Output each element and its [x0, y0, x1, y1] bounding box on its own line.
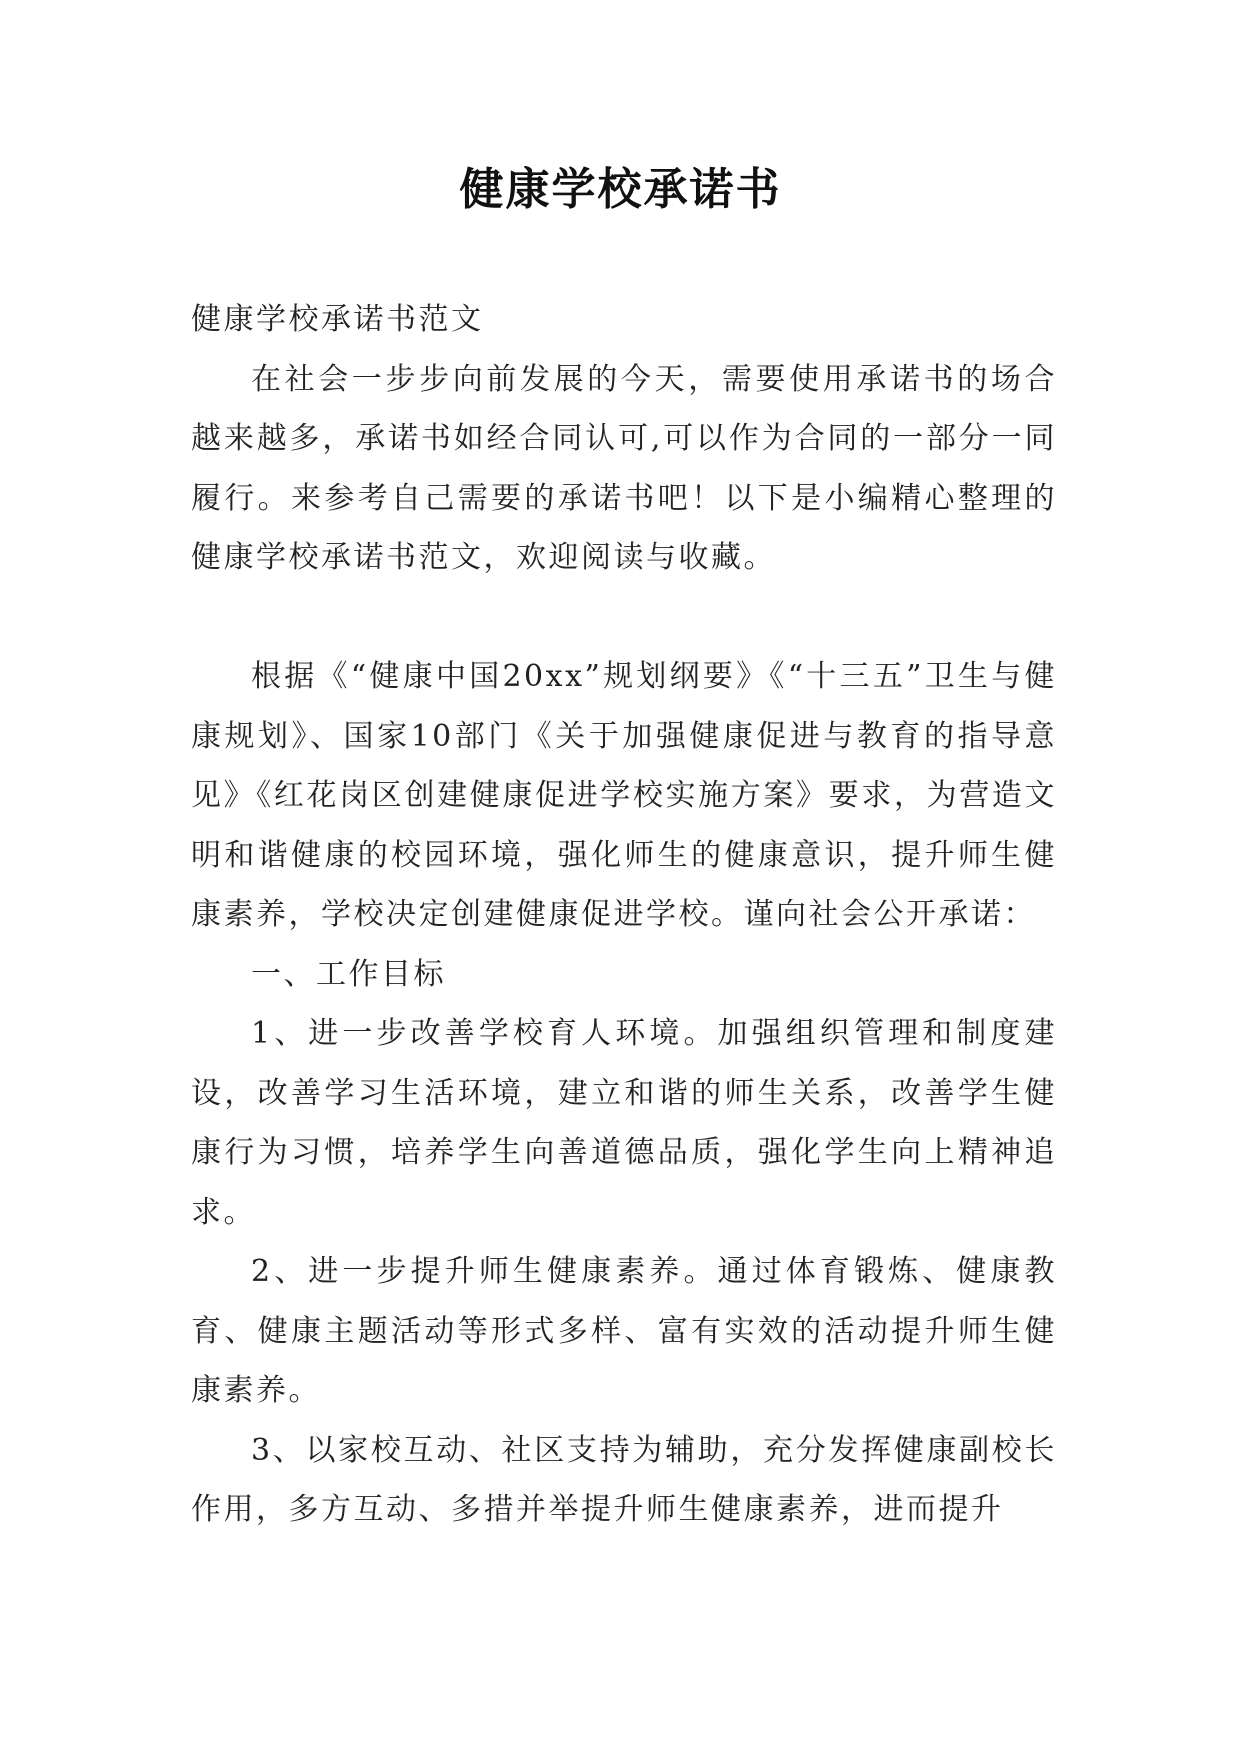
paragraph-basis: 根据《“健康中国20xx”规划纲要》《“十三五”卫生与健康规划》、国家10部门《关于加强健康促进与教育的指导意见》《红花岗区创建健康促进学校实施方案》要求，为营造文明和谐健康的校园环境，强化师生的健康意识，提升师生健康素养，学校决定创建健康促进学校。谨向社会公开承诺：	[191, 659, 1057, 932]
section-heading-goals: 一、工作目标	[251, 956, 446, 992]
document-subtitle: 健康学校承诺书范文	[191, 302, 484, 337]
paragraph-goal-2: 2、进一步提升师生健康素养。通过体育锻炼、健康教育、健康主题活动等形式多样、富有实效的活动提升师生健康素养。	[191, 1254, 1057, 1408]
document-title: 健康学校承诺书	[459, 164, 782, 215]
paragraph-spacer	[191, 588, 1057, 648]
paragraph-intro: 在社会一步步向前发展的今天，需要使用承诺书的场合越来越多，承诺书如经合同认可,可以作为合同的一部分一同履行。来参考自己需要的承诺书吧！以下是小编精心整理的健康学校承诺书范文，欢迎阅读与收藏。	[191, 361, 1057, 575]
paragraph-goal-3: 3、以家校互动、社区支持为辅助，充分发挥健康副校长作用，多方互动、多措并举提升师生健康素养，进而提升	[191, 1432, 1057, 1527]
paragraph-goal-1: 1、进一步改善学校育人环境。加强组织管理和制度建设，改善学习生活环境，建立和谐的师生关系，改善学生健康行为习惯，培养学生向善道德品质，强化学生向上精神追求。	[191, 1016, 1057, 1230]
document-body	[191, 290, 1057, 1540]
